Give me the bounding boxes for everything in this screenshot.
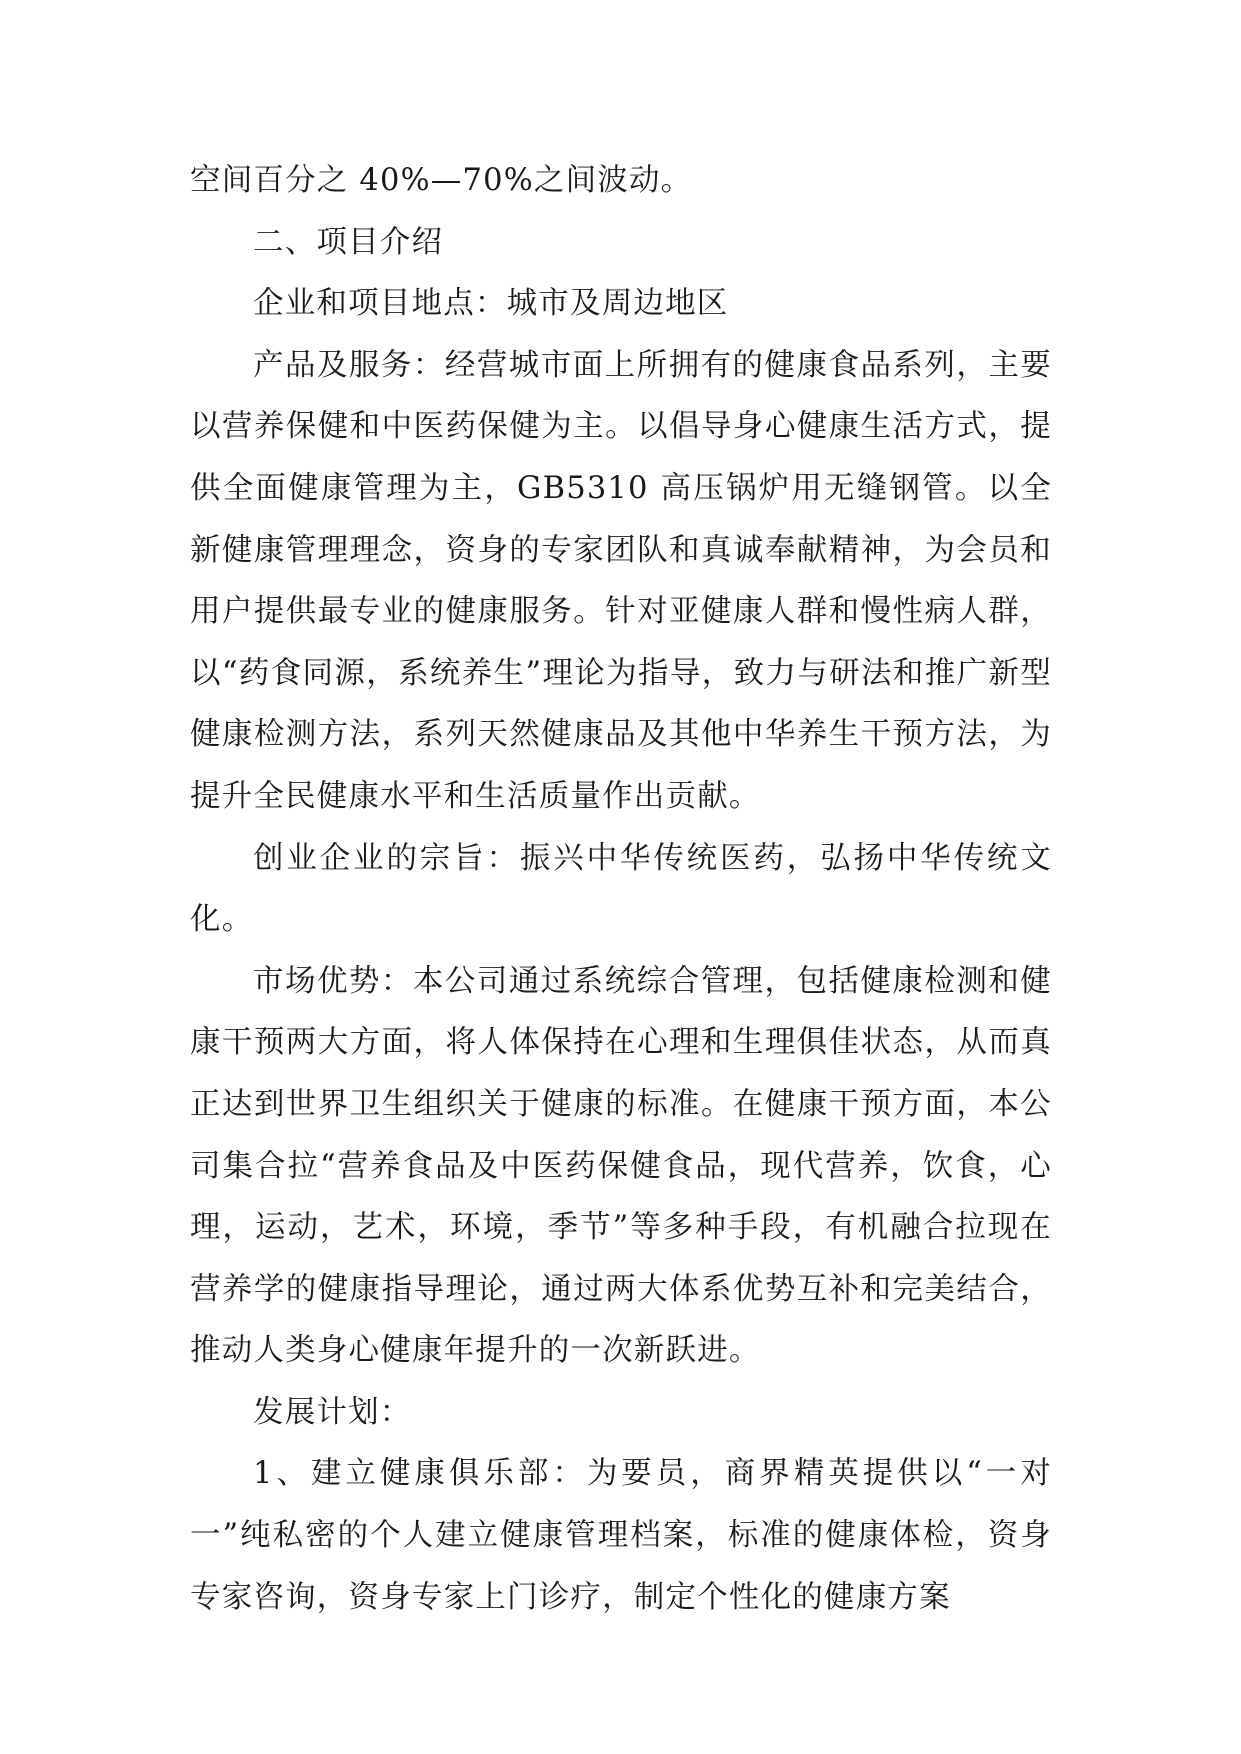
paragraph-location: 企业和项目地点：城市及周边地区 — [253, 286, 729, 322]
paragraph-mission: 创业企业的宗旨：振兴中华传统医药，弘扬中华传统文化。 — [190, 840, 1052, 938]
paragraph-fluctuation-range: 空间百分之 40%—70%之间波动。 — [190, 163, 693, 198]
heading-development-plan: 发展计划： — [253, 1394, 412, 1430]
document-body — [190, 150, 1052, 1628]
paragraph-health-club: 1、建立健康俱乐部：为要员，商界精英提供以“一对一”纯私密的个人建立健康管理档案，标准的健康体检，资身专家咨询，资身专家上门诊疗，制定个性化的健康方案 — [190, 1456, 1052, 1615]
paragraph-market-advantage: 市场优势：本公司通过系统综合管理，包括健康检测和健康干预两大方面，将人体保持在心理和生理俱佳状态，从而真正达到世界卫生组织关于健康的标准。在健康干预方面，本公司集合拉“营养食品及中医药保健食品，现代营养，饮食，心理，运动，艺术，环境，季节”等多种手段，有机融合拉现在营养学的健康指导理论，通过两大体系优势互补和完美结合，推动人类身心健康年提升的一次新跃进。 — [190, 963, 1052, 1369]
paragraph-products-services: 产品及服务：经营城市面上所拥有的健康食品系列，主要以营养保健和中医药保健为主。以倡导身心健康生活方式，提供全面健康管理为主，GB5310 高压锅炉用无缝钢管。以全新健康管理理念，资身的专家团队和真诚奉献精神，为会员和用户提供最专业的健康服务。针对亚健康人群和慢性病人群，以“药食同源，系统养生”理论为指导，致力与研法和推广新型健康检测方法，系列天然健康品及其他中华养生干预方法，为提升全民健康水平和生活质量作出贡献。 — [190, 347, 1052, 814]
heading-project-introduction: 二、项目介绍 — [253, 224, 444, 260]
